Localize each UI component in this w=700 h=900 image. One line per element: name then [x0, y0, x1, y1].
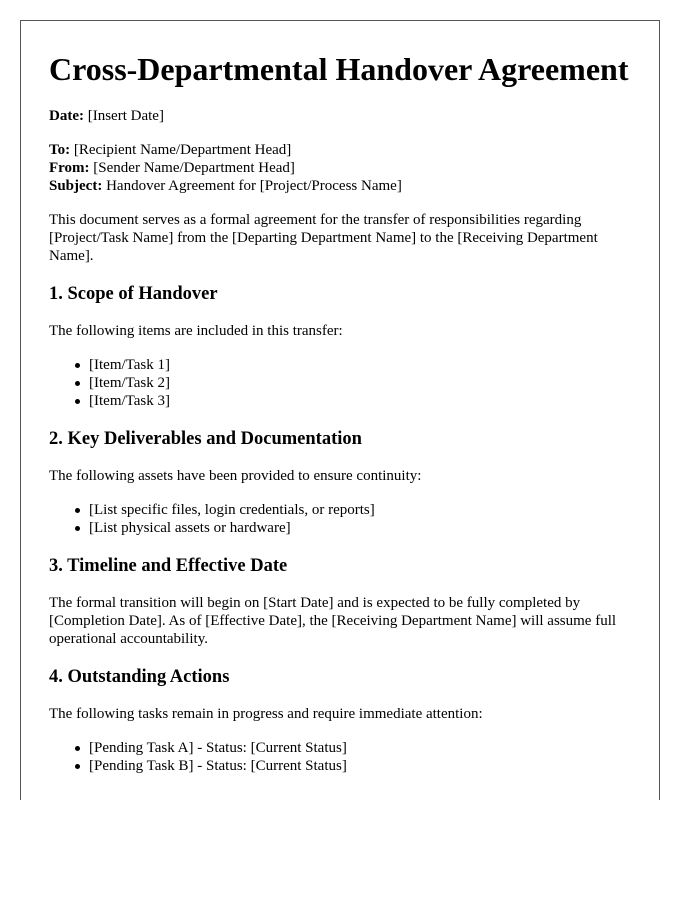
section-heading-deliverables: 2. Key Deliverables and Documentation	[49, 429, 362, 449]
list-item: [Pending Task A] - Status: [Current Status]	[89, 739, 631, 757]
deliverables-list	[49, 501, 631, 537]
section-text-timeline: The formal transition will begin on [Start Date] and is expected to be fully completed by [Completion Date]. As of [Effective Date], the [Receiving Department Name] will assume full operational accountability.	[49, 595, 617, 647]
date-line	[49, 107, 631, 125]
list-item: [Pending Task B] - Status: [Current Status]	[89, 757, 631, 775]
subject-line	[49, 177, 631, 195]
scope-list	[49, 356, 631, 410]
list-item: [List physical assets or hardware]	[89, 519, 631, 537]
from-value: [Sender Name/Department Head]	[93, 160, 295, 176]
to-label: To:	[49, 142, 71, 158]
list-item: [Item/Task 1]	[89, 356, 631, 374]
list-item: [List specific files, login credentials, or reports]	[89, 501, 631, 519]
section-heading-timeline: 3. Timeline and Effective Date	[49, 556, 288, 576]
subject-label: Subject:	[49, 178, 103, 194]
from-label: From:	[49, 160, 90, 176]
date-label: Date:	[49, 108, 84, 124]
document-page	[20, 20, 660, 800]
from-line	[49, 159, 631, 177]
section-heading-scope: 1. Scope of Handover	[49, 284, 218, 304]
section-heading-outstanding: 4. Outstanding Actions	[49, 667, 230, 687]
intro-paragraph: This document serves as a formal agreement for the transfer of responsibilities regarding [Project/Task Name] from the [Departing Department Name] to the [Receiving Department Name].	[49, 212, 598, 264]
to-value: [Recipient Name/Department Head]	[73, 142, 292, 158]
to-line	[49, 141, 631, 159]
date-value: [Insert Date]	[87, 108, 164, 124]
section-text-scope: The following items are included in this transfer:	[49, 323, 343, 339]
section-text-deliverables: The following assets have been provided to ensure continuity:	[49, 468, 422, 484]
section-text-outstanding: The following tasks remain in progress and require immediate attention:	[49, 706, 483, 722]
document-title: Cross-Departmental Handover Agreement	[49, 51, 629, 87]
subject-value: Handover Agreement for [Project/Process Name]	[106, 178, 402, 194]
list-item: [Item/Task 2]	[89, 374, 631, 392]
outstanding-list	[49, 739, 631, 775]
list-item: [Item/Task 3]	[89, 392, 631, 410]
